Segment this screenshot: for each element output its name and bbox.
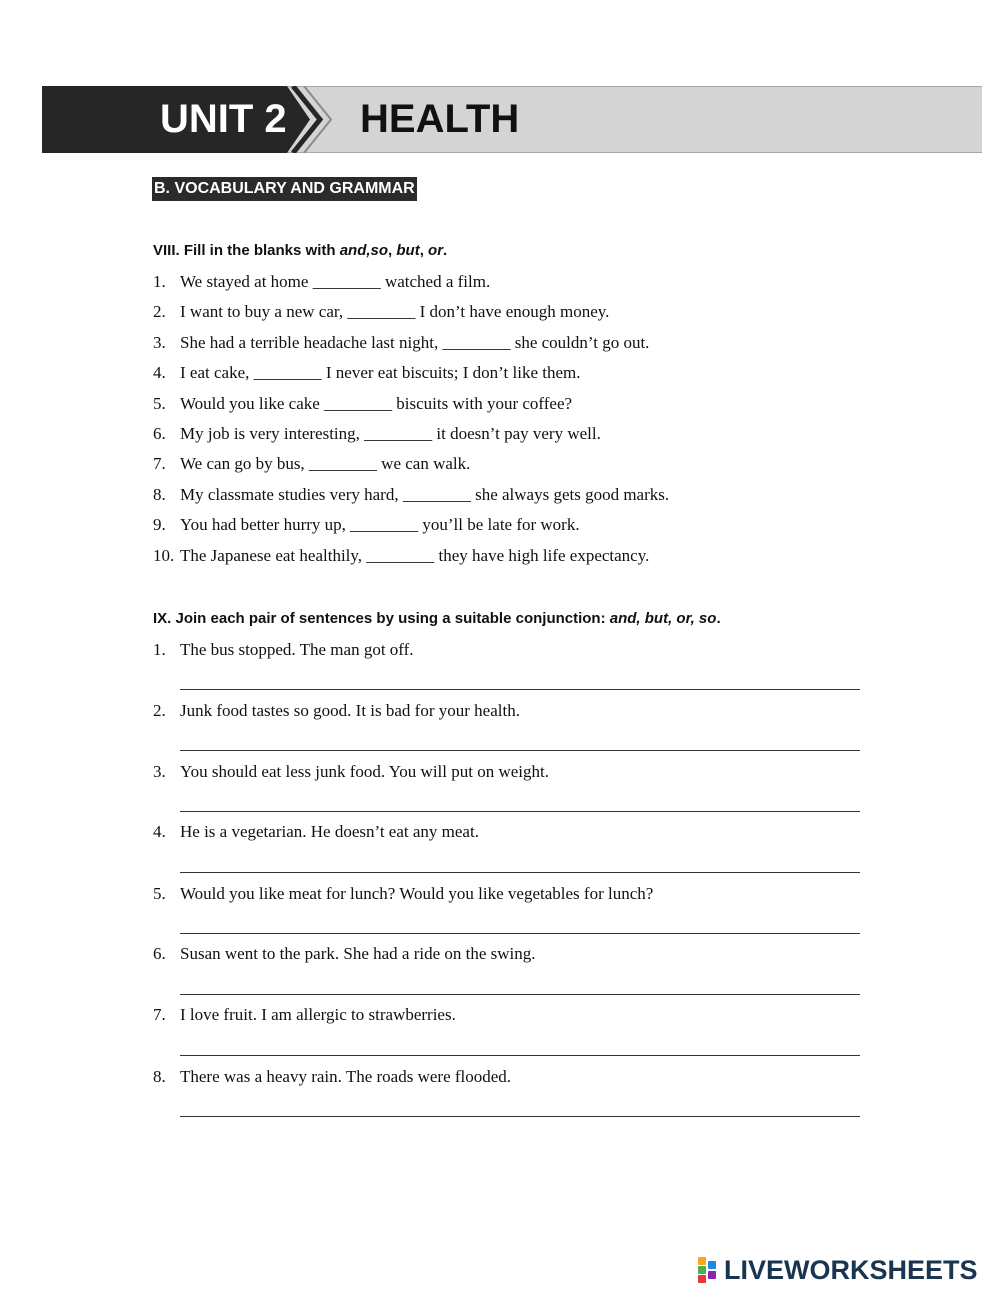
exercise-9-item <box>153 640 414 660</box>
answer-line[interactable] <box>180 872 860 873</box>
item-number: 1. <box>153 640 166 659</box>
item-number: 3. <box>153 762 166 781</box>
item-text: Would you like cake ________ biscuits with your coffee? <box>180 394 573 413</box>
answer-line[interactable] <box>180 994 860 995</box>
item-number: 5. <box>153 394 166 413</box>
exercise-8-item <box>153 485 669 505</box>
exercise-8-item <box>153 546 649 566</box>
answer-line[interactable] <box>180 933 860 934</box>
item-number: 2. <box>153 701 166 720</box>
exercise-9-item <box>153 1005 456 1025</box>
item-number: 8. <box>153 485 166 504</box>
unit-title: HEALTH <box>360 97 520 141</box>
item-text: Susan went to the park. She had a ride on the swing. <box>180 944 536 963</box>
exercise-9-item <box>153 701 520 721</box>
item-text: We stayed at home ________ watched a film. <box>180 272 491 291</box>
item-text: You should eat less junk food. You will put on weight. <box>180 762 549 781</box>
exercise-9-item <box>153 944 536 964</box>
item-text: The Japanese eat healthily, ________ they have high life expectancy. <box>180 546 650 565</box>
heading-period: . <box>716 610 721 627</box>
exercise-9-item <box>153 822 479 842</box>
item-text: He is a vegetarian. He doesn’t eat any meat. <box>180 822 479 841</box>
answer-line[interactable] <box>180 1055 860 1056</box>
item-text: We can go by bus, ________ we can walk. <box>180 454 471 473</box>
logo-text: LIVEWORKSHEETS <box>724 1254 978 1285</box>
item-text: Junk food tastes so good. It is bad for your health. <box>180 701 520 720</box>
item-number: 7. <box>153 1005 166 1024</box>
item-number: 6. <box>153 424 166 443</box>
item-number: 10. <box>153 546 175 565</box>
exercise-8-item <box>153 394 572 414</box>
heading-separator: , <box>419 242 429 259</box>
exercise-8-item <box>153 302 609 322</box>
exercise-9-item <box>153 884 653 904</box>
item-text: She had a terrible headache last night, ________ she couldn’t go out. <box>180 333 650 352</box>
exercise-8-word-and-so: and,so <box>339 242 389 259</box>
exercise-8-heading <box>153 242 447 259</box>
exercise-8-word-or: or <box>428 242 444 259</box>
answer-line[interactable] <box>180 811 860 812</box>
unit-label: UNIT 2 <box>160 97 287 141</box>
item-number: 4. <box>153 822 166 841</box>
exercise-9-item <box>153 1067 511 1087</box>
exercise-8-heading-text: VIII. Fill in the blanks with <box>153 242 340 259</box>
heading-period: . <box>443 242 448 259</box>
exercise-8-item <box>153 363 580 383</box>
item-text: I want to buy a new car, ________ I don’t have enough money. <box>180 302 610 321</box>
answer-line[interactable] <box>180 689 860 690</box>
item-number: 9. <box>153 515 166 534</box>
item-text: The bus stopped. The man got off. <box>180 640 414 659</box>
exercise-9-conjunctions: and, but, or, so <box>609 610 717 627</box>
exercise-8-item <box>153 333 649 353</box>
heading-separator: , <box>388 242 397 259</box>
unit-banner <box>42 86 982 153</box>
item-text: You had better hurry up, ________ you’ll be late for work. <box>180 515 580 534</box>
liveworksheets-logo[interactable] <box>698 1254 978 1286</box>
exercise-8-item <box>153 272 490 292</box>
item-text: My classmate studies very hard, ________ she always gets good marks. <box>180 485 670 504</box>
item-text: I eat cake, ________ I never eat biscuits; I don’t like them. <box>180 363 581 382</box>
item-number: 2. <box>153 302 166 321</box>
item-number: 3. <box>153 333 166 352</box>
item-number: 5. <box>153 884 166 903</box>
item-number: 8. <box>153 1067 166 1086</box>
item-text: I love fruit. I am allergic to strawberries. <box>180 1005 456 1024</box>
item-number: 4. <box>153 363 166 382</box>
liveworksheets-logo-icon <box>698 1257 720 1283</box>
item-number: 1. <box>153 272 166 291</box>
exercise-8-item <box>153 515 580 535</box>
exercise-8-word-but: but <box>396 242 420 259</box>
answer-line[interactable] <box>180 1116 860 1117</box>
exercise-9-heading-text: IX. Join each pair of sentences by using a suitable conjunction: <box>153 610 610 627</box>
section-heading: B. VOCABULARY AND GRAMMAR <box>152 177 417 201</box>
exercise-8-item <box>153 454 470 474</box>
exercise-9-item <box>153 762 549 782</box>
item-number: 7. <box>153 454 166 473</box>
answer-line[interactable] <box>180 750 860 751</box>
item-number: 6. <box>153 944 166 963</box>
exercise-9-heading <box>153 610 721 627</box>
item-text: My job is very interesting, ________ it doesn’t pay very well. <box>180 424 601 443</box>
item-text: There was a heavy rain. The roads were flooded. <box>180 1067 512 1086</box>
exercise-8-item <box>153 424 601 444</box>
item-text: Would you like meat for lunch? Would you like vegetables for lunch? <box>180 884 654 903</box>
